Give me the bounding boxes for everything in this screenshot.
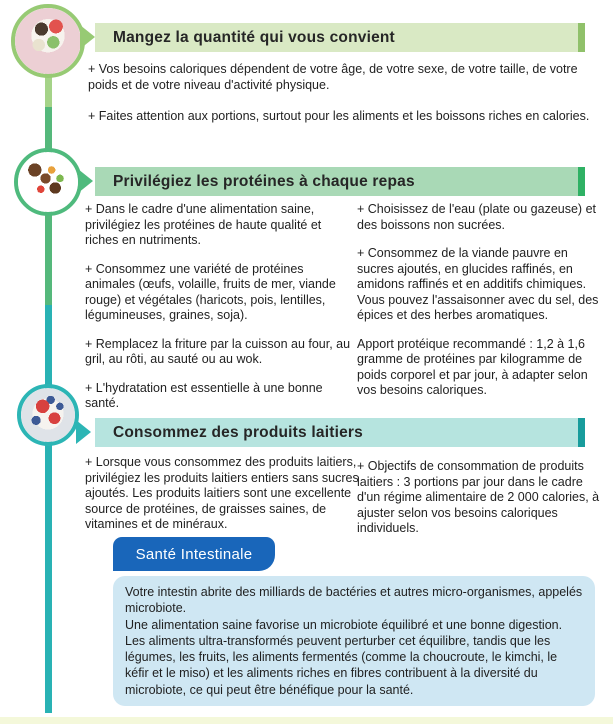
food-bowl-photo xyxy=(15,8,81,74)
timeline-node-dairy xyxy=(17,384,79,446)
section-header-proteins xyxy=(95,167,578,196)
paragraph: Une alimentation saine favorise un microbiote équilibré et une bonne digestion. Les aliments ultra-transformés peuvent perturber cet équilibre, tandis que les légumes, les fruits, les aliments fermentés (comme la choucroute, le kimchi, le kéfir et le miso) et les aliments riches en fibres contribuent à la diversité du microbiote, ce qui peut être bénéfique pour la santé. xyxy=(125,617,563,697)
paragraph: + Remplacez la friture par la cuisson au four, au gril, au rôti, au sauté ou au wok. xyxy=(85,336,351,366)
paragraph: + Consommez une variété de protéines animales (œufs, volaille, fruits de mer, viande rouge) et végétales (haricots, pois, lentilles, légumineuses, graines, soja). xyxy=(85,261,336,322)
paragraph: Apport protéique recommandé : 1,2 à 1,6 gramme de protéines par kilogramme de poids corporel et par jour, à adapter selon vos besoins caloriques. xyxy=(357,336,588,397)
yogurt-berries-photo xyxy=(21,388,75,442)
section-header-dairy xyxy=(95,418,578,447)
paragraph: + L'hydratation est essentielle à une bonne santé. xyxy=(85,380,323,410)
paragraph: + Lorsque vous consommez des produits laitiers, privilégiez les produits laitiers entiers sans sucres ajoutés. Les produits laitiers sont une excellente source de protéines, de graisses saines, de vitamines et de minéraux. xyxy=(85,455,359,531)
timeline-segment-teal xyxy=(45,305,52,713)
section-proteins-left-column xyxy=(85,202,353,425)
paragraph: + Vos besoins caloriques dépendent de votre âge, de votre sexe, de votre taille, de votre poids et de votre niveau d'activité physique. xyxy=(88,62,578,92)
paragraph: + Objectifs de consommation de produits laitiers : 3 portions par jour dans le cadre d'un régime alimentaire de 2 000 calories, à ajuster selon vos besoins caloriques individuels. xyxy=(357,459,600,535)
header-accent-dairy xyxy=(578,418,585,447)
section-dairy-right-column xyxy=(357,459,604,550)
paragraph: + Choisissez de l'eau (plate ou gazeuse) et des boissons non sucrées. xyxy=(357,202,596,232)
paragraph: Votre intestin abrite des milliards de bactéries et autres micro-organismes, appelés microbiote. xyxy=(125,585,583,616)
paragraph: + Consommez de la viande pauvre en sucres ajoutés, en glucides raffinés, en amidons raffinés et en additifs chimiques. Vous pouvez l'assaisonner avec du sel, des épices et des herbes aromatiques. xyxy=(357,246,599,322)
section-dairy-left-column xyxy=(85,455,359,546)
gut-health-title: Santé Intestinale xyxy=(135,545,253,563)
gut-health-text-box xyxy=(113,576,595,706)
header-accent-quantity xyxy=(578,23,585,52)
timeline-node-quantity xyxy=(11,4,85,78)
section-header-quantity xyxy=(95,23,578,52)
gut-health-title-box xyxy=(113,537,275,571)
header-accent-proteins xyxy=(578,167,585,196)
section-quantity-body xyxy=(88,62,600,138)
section-title-dairy: Consommez des produits laitiers xyxy=(113,424,363,441)
pointer-arrow-quantity xyxy=(80,25,95,49)
timeline-node-proteins xyxy=(14,148,82,216)
section-title-quantity: Mangez la quantité qui vous convient xyxy=(113,29,395,46)
paragraph: + Faites attention aux portions, surtout pour les aliments et les boissons riches en calories. xyxy=(88,109,590,123)
paragraph: + Dans le cadre d'une alimentation saine, privilégiez les protéines de haute qualité et riches en nutriments. xyxy=(85,202,322,247)
section-proteins-right-column xyxy=(357,202,604,412)
section-title-proteins: Privilégiez les protéines à chaque repas xyxy=(113,173,415,190)
pointer-arrow-proteins xyxy=(78,169,93,193)
kebab-skewers-photo xyxy=(18,152,78,212)
footer-band xyxy=(0,717,613,724)
